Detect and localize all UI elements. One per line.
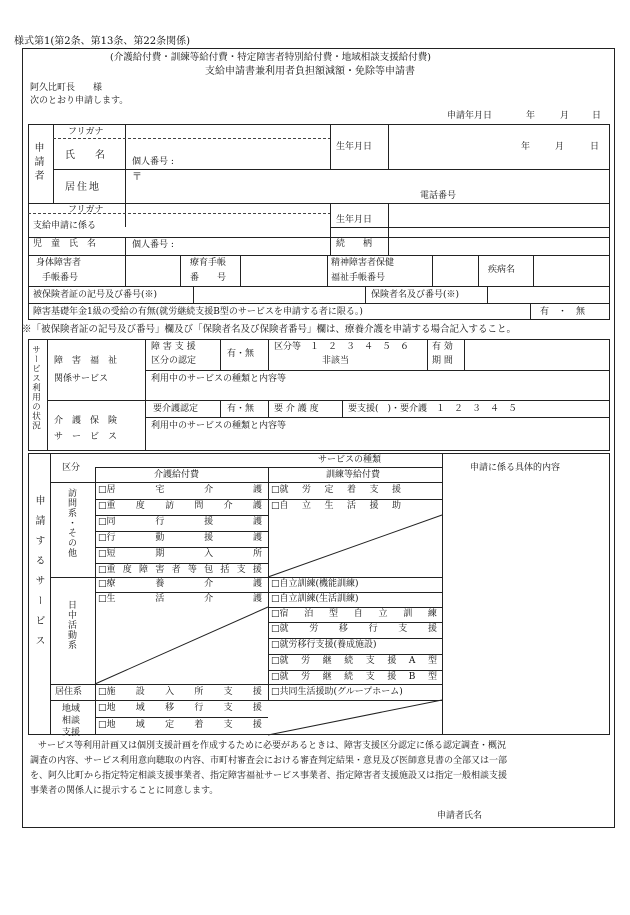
ryoiku-notebook-label-2: 番 号 xyxy=(190,273,227,283)
service-item-day-0[interactable] xyxy=(98,580,264,589)
service-label: 就労移行支援(養成施設) xyxy=(279,640,377,650)
services-side-label: 申請するサービス xyxy=(33,495,44,655)
addressee: 阿久比町長 様 xyxy=(30,83,103,93)
training-benefit-header: 訓練等給付費 xyxy=(326,470,381,480)
not-applicable-option[interactable]: 非該当 xyxy=(322,356,350,366)
ryoiku-notebook-label-1: 療育手帳 xyxy=(190,258,227,268)
care-insurance-label-1: 介 護 保 険 xyxy=(54,416,118,426)
intro-text: 次のとおり申請します。 xyxy=(30,96,129,106)
checkbox-icon[interactable]: □ xyxy=(98,565,107,575)
checkbox-icon[interactable]: □ xyxy=(98,517,107,527)
support-cert-label-1: 障 害 支 援 xyxy=(151,342,196,352)
checkbox-icon[interactable]: □ xyxy=(98,501,107,511)
pension-yes-no[interactable]: 有 ・ 無 xyxy=(540,307,586,317)
postal-mark: 〒 xyxy=(132,172,142,183)
applicant-side-label: 申請者 xyxy=(32,142,43,184)
checkbox-icon[interactable]: □ xyxy=(98,703,107,713)
service-label: 宿 泊 型 自 立 訓 練 xyxy=(279,609,437,619)
consent-line-2: 調査の内容、サービス利用意向聴取の内容、市町村審査会における審査判定結果・意見及び医師意見書の全部又は一部 xyxy=(30,756,508,766)
service-item-group-home[interactable] xyxy=(271,688,439,697)
service-item-visit-0[interactable] xyxy=(98,486,264,495)
support-cert-yes-no[interactable]: 有・無 xyxy=(227,349,255,359)
checkbox-icon[interactable]: □ xyxy=(271,594,280,604)
valid-period-label-1: 有 効 xyxy=(432,342,453,352)
checkbox-icon[interactable]: □ xyxy=(98,549,107,559)
service-label: 就 労 移 行 支 援 xyxy=(279,624,437,634)
insured-number-label: 被保険者証の記号及び番号(※) xyxy=(33,290,158,300)
checkbox-icon[interactable]: □ xyxy=(98,594,107,604)
service-item-day-training-2[interactable] xyxy=(271,610,439,619)
pension-label: 障害基礎年金1級の受給の有無(就労継続支援B型のサービスを申請する者に限る。) xyxy=(33,307,363,317)
service-item-day-training-1[interactable] xyxy=(271,595,439,604)
mental-notebook-label-1: 精神障害者保健 xyxy=(331,258,395,268)
applicant-furigana-label: フリガナ xyxy=(68,127,104,137)
support-cert-label-2: 区分の認定 xyxy=(151,356,197,366)
community-class-label-2: 相談 xyxy=(62,716,81,726)
service-label: 居 宅 介 護 xyxy=(106,485,262,495)
service-label: 生 活 介 護 xyxy=(106,594,262,604)
checkbox-icon[interactable]: □ xyxy=(271,656,280,666)
service-item-visit-2[interactable] xyxy=(98,518,264,527)
service-label: 自 立 生 活 援 助 xyxy=(279,501,401,511)
service-item-day-training-0[interactable] xyxy=(271,580,439,589)
valid-period-label-2: 期 間 xyxy=(432,356,453,366)
checkbox-icon[interactable]: □ xyxy=(98,720,107,730)
service-label: 同 行 援 護 xyxy=(106,517,262,527)
insurer-label: 保険者名及び番号(※) xyxy=(371,290,460,300)
physical-notebook-label-1: 身体障害者 xyxy=(36,258,82,268)
service-item-visit-4[interactable] xyxy=(98,550,264,559)
service-item-day-training-5[interactable] xyxy=(271,657,439,666)
service-type-header: サービスの種類 xyxy=(318,455,382,465)
child-personal-number-label: 個人番号 : xyxy=(132,240,174,250)
service-label: 就 労 定 着 支 援 xyxy=(279,485,401,495)
community-class-label-1: 地域 xyxy=(62,704,81,714)
service-item-visit-5[interactable] xyxy=(98,566,264,575)
care-insurance-label-2: サ ー ビ ス xyxy=(54,432,118,442)
form-reference: 様式第1(第2条、第13条、第22条関係) xyxy=(14,36,190,47)
form-title: 支給申請書兼利用者負担額減額・免除等申請書 xyxy=(205,66,415,77)
support-class-options[interactable]: 区分等 １ ２ ３ ４ ５ ６ xyxy=(274,342,410,352)
checkbox-icon[interactable]: □ xyxy=(271,640,280,650)
applicant-personal-number-label: 個人番号 : xyxy=(132,157,174,167)
service-item-visit-3[interactable] xyxy=(98,534,264,543)
checkbox-icon[interactable]: □ xyxy=(271,579,280,589)
child-furigana-label: フリガナ xyxy=(68,205,104,215)
checkbox-icon[interactable]: □ xyxy=(98,533,107,543)
service-label: 就 労 継 続 支 援 B 型 xyxy=(279,672,437,682)
service-item-visit-1[interactable] xyxy=(98,502,264,511)
welfare-service-label-2: 関係サービス xyxy=(54,374,109,384)
welfare-in-use-label: 利用中のサービスの種類と内容等 xyxy=(151,374,287,384)
care-in-use-label: 利用中のサービスの種類と内容等 xyxy=(151,421,287,431)
checkbox-icon[interactable]: □ xyxy=(271,687,280,697)
child-name-label-2: 児 童 氏 名 xyxy=(33,239,97,249)
disease-label: 疾病名 xyxy=(488,265,516,275)
applicant-phone-label: 電話番号 xyxy=(420,191,457,201)
applicant-name-label: 氏 名 xyxy=(65,150,105,161)
service-label: 療 養 介 護 xyxy=(106,579,262,589)
checkbox-icon[interactable]: □ xyxy=(98,687,107,697)
service-label: 地 域 定 着 支 援 xyxy=(106,720,262,730)
care-level-options[interactable]: 要支援( )・要介護 １ ２ ３ ４ ５ xyxy=(348,404,518,414)
service-item-visit-training-0[interactable] xyxy=(271,486,403,495)
form-subtitle: (介護給付費・訓練等給付費・特定障害者特別給付費・地域相談支援給付費) xyxy=(110,52,431,63)
service-item-community-0[interactable] xyxy=(98,704,264,713)
service-label: 施 設 入 所 支 援 xyxy=(106,687,262,697)
service-label: 短 期 入 所 xyxy=(106,549,262,559)
service-item-day-training-6[interactable] xyxy=(271,673,439,682)
consent-line-4: 事業者の関係人に提示することに同意します。 xyxy=(30,786,219,796)
checkbox-icon[interactable]: □ xyxy=(98,579,107,589)
physical-notebook-label-2: 手帳番号 xyxy=(42,273,79,283)
checkbox-icon[interactable]: □ xyxy=(271,485,280,495)
service-item-visit-training-1[interactable] xyxy=(271,502,403,511)
community-class-label-3: 支援 xyxy=(62,728,81,738)
service-item-day-training-4[interactable] xyxy=(271,641,439,650)
checkbox-icon[interactable]: □ xyxy=(271,501,280,511)
care-benefit-header: 介護給付費 xyxy=(154,470,200,480)
mental-notebook-label-2: 福祉手帳番号 xyxy=(331,273,386,283)
service-label: 共同生活援助(グループホーム) xyxy=(279,687,403,697)
signature-label: 申請者氏名 xyxy=(437,811,483,821)
checkbox-icon[interactable]: □ xyxy=(98,485,107,495)
applicant-address-label: 居住地 xyxy=(65,182,101,193)
child-name-label-1: 支給申請に係る xyxy=(33,221,97,231)
residence-class-label: 居住系 xyxy=(55,687,83,697)
consent-line-1: サービス等利用計画又は個別支援計画を作成するために必要があるときは、障害支援区分認定に係る認定調査・概況 xyxy=(38,741,507,751)
care-cert-yes-no[interactable]: 有・無 xyxy=(227,404,255,414)
service-label: 重 度 訪 問 介 護 xyxy=(106,501,262,511)
applicant-dob-label: 生年月日 xyxy=(336,142,373,152)
welfare-service-label-1: 障 害 福 祉 xyxy=(54,356,118,366)
detail-header: 申請に係る具体的内容 xyxy=(470,463,561,473)
checkbox-icon[interactable]: □ xyxy=(271,672,280,682)
consent-line-3: を、阿久比町から指定特定相談支援事業者、指定障害福祉サービス事業者、指定障害者支援施設又は指定一般相談支援 xyxy=(30,771,508,781)
service-label: 行 動 援 護 xyxy=(106,533,262,543)
service-item-residence[interactable] xyxy=(98,688,264,697)
class-header: 区分 xyxy=(62,463,81,473)
care-level-label: 要 介 護 度 xyxy=(274,404,319,414)
service-label: 地 域 移 行 支 援 xyxy=(106,703,262,713)
child-dob-label: 生年月日 xyxy=(336,215,373,225)
service-label: 自立訓練(生活訓練) xyxy=(279,594,359,604)
insurance-note: ※「被保険者証の記号及び番号」欄及び「保険者名及び保険者番号」欄は、療養介護を申請する場合記入すること。 xyxy=(22,324,517,335)
service-label: 自立訓練(機能訓練) xyxy=(279,579,359,589)
checkbox-icon[interactable]: □ xyxy=(271,609,280,619)
checkbox-icon[interactable]: □ xyxy=(271,624,280,634)
child-relation-label: 続 柄 xyxy=(336,239,373,249)
usage-side-label: サービス利用の状況 xyxy=(30,345,41,431)
service-item-community-1[interactable] xyxy=(98,721,264,730)
service-item-day-training-3[interactable] xyxy=(271,625,439,634)
visit-class-label: 訪問系・その他 xyxy=(66,488,76,558)
service-label: 重 度 障 害 者 等 包 括 支 援 xyxy=(106,565,262,575)
service-item-day-1[interactable] xyxy=(98,595,264,604)
day-activity-class-label: 日中活動系 xyxy=(66,600,76,650)
care-cert-label: 要介護認定 xyxy=(153,404,199,414)
service-label: 就 労 継 続 支 援 A 型 xyxy=(279,656,437,666)
